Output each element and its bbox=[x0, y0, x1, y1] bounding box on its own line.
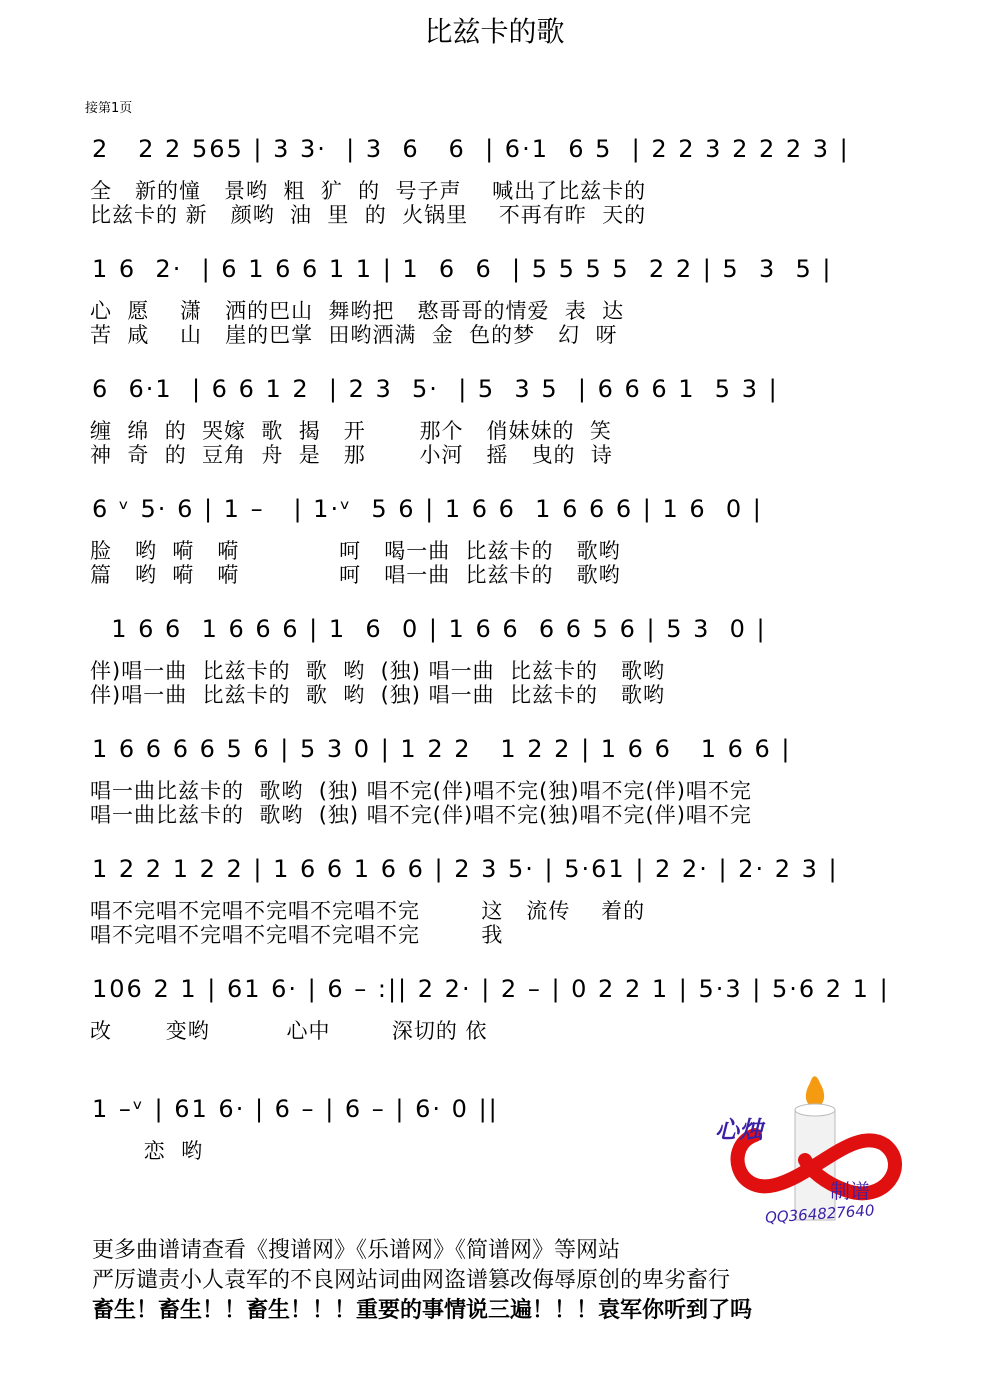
page-title: 比兹卡的歌 bbox=[424, 15, 565, 48]
score-row-6-notes: 1 6 6 6 6 5 6 | 5 3 0 | 1 2 2 1 2 2 | 1 6 6 1 6 6 | bbox=[92, 735, 792, 763]
score-row-7-notes: 1 2 2 1 2 2 | 1 6 6 1 6 6 | 2 3 5· | 5·61 | 2 2· | 2· 2 3 | bbox=[92, 855, 839, 883]
score-row-4-lyric-1: 脸 哟 嗬 嗬 呵 喝一曲 比兹卡的 歌哟 bbox=[90, 539, 621, 563]
score-row-1-lyric-2: 比兹卡的 新 颜哟 油 里 的 火锅里 不再有昨 天的 bbox=[90, 203, 647, 227]
footer-line-3: 畜生！畜生！！畜生！！！重要的事情说三遍！！！袁军你听到了吗 bbox=[92, 1298, 753, 1323]
score-row-2-lyric-2: 苦 咸 山 崖的巴掌 田哟洒满 金 色的梦 幻 呀 bbox=[90, 323, 618, 347]
score-row-4-lyric-2: 篇 哟 嗬 嗬 呵 唱一曲 比兹卡的 歌哟 bbox=[90, 563, 621, 587]
score-row-3-lyric-2: 神 奇 的 豆角 舟 是 那 小河 摇 曳的 诗 bbox=[90, 443, 613, 467]
score-row-2-notes: 1 6 2· | 6 1 6 6 1 1 | 1 6 6 | 5 5 5 5 2 2 | 5 3 5 | bbox=[92, 255, 833, 283]
score-row-9-lyric-1: 恋 哟 bbox=[90, 1139, 204, 1163]
score-row-5-lyric-2: 伴)唱一曲 比兹卡的 歌 哟 (独) 唱一曲 比兹卡的 歌哟 bbox=[90, 683, 666, 707]
score-row-7-lyric-2: 唱不完唱不完唱不完唱不完唱不完 我 bbox=[90, 923, 504, 947]
score-row-1-notes: 2 2 2 565 | 3 3· | 3 6 6 | 6·1 6 5 | 2 2 3 2 2 2 3 | bbox=[92, 135, 850, 163]
score-row-7-lyric-1: 唱不完唱不完唱不完唱不完唱不完 这 流传 着的 bbox=[90, 899, 646, 923]
score-row-3-lyric-1: 缠 绵 的 哭嫁 歌 揭 开 那个 俏妹妹的 笑 bbox=[90, 419, 612, 443]
continuation-note: 接第1页 bbox=[85, 101, 133, 116]
logo-text: 心烛 bbox=[715, 1116, 763, 1144]
score-row-1-lyric-1: 全 新的憧 景哟 粗 犷 的 号子声 喊出了比兹卡的 bbox=[90, 179, 647, 203]
score-row-5-lyric-1: 伴)唱一曲 比兹卡的 歌 哟 (独) 唱一曲 比兹卡的 歌哟 bbox=[90, 659, 666, 683]
score-row-8-lyric-1: 改 变哟 心中 深切的 依 bbox=[90, 1019, 488, 1043]
logo-qq: QQ364827640 bbox=[764, 1201, 876, 1227]
score-row-8-notes: 106 2 1 | 61 6· | 6 – :|| 2 2· | 2 – | 0 2 2 1 | 5·3 | 5·6 2 1 | bbox=[92, 975, 890, 1003]
score-row-2-lyric-1: 心 愿 潇 洒的巴山 舞哟把 憨哥哥的情爱 表 达 bbox=[90, 299, 625, 323]
score-row-5-notes: 1 6 6 1 6 6 6 | 1 6 0 | 1 6 6 6 6 5 6 | 5 3 0 | bbox=[92, 615, 767, 643]
footer-line-2: 严厉谴责小人袁军的不良网站词曲网盗谱篡改侮辱原创的卑劣畜行 bbox=[92, 1268, 731, 1293]
score-row-9-notes: 1 –ᵛ | 61 6· | 6 – | 6 – | 6· 0 || bbox=[92, 1095, 499, 1123]
logo-subtext: 制谱 bbox=[830, 1179, 870, 1203]
score-row-6-lyric-2: 唱一曲比兹卡的 歌哟 (独) 唱不完(伴)唱不完(独)唱不完(伴)唱不完 bbox=[90, 803, 752, 827]
score-row-6-lyric-1: 唱一曲比兹卡的 歌哟 (独) 唱不完(伴)唱不完(独)唱不完(伴)唱不完 bbox=[90, 779, 752, 803]
footer-line-1: 更多曲谱请查看《搜谱网》《乐谱网》《简谱网》等网站 bbox=[92, 1238, 621, 1263]
score-row-4-notes: 6 ᵛ 5· 6 | 1 – | 1·ᵛ 5 6 | 1 6 6 1 6 6 6 | 1 6 0 | bbox=[92, 495, 763, 523]
score-row-3-notes: 6 6·1 | 6 6 1 2 | 2 3 5· | 5 3 5 | 6 6 6 1 5 3 | bbox=[92, 375, 779, 403]
